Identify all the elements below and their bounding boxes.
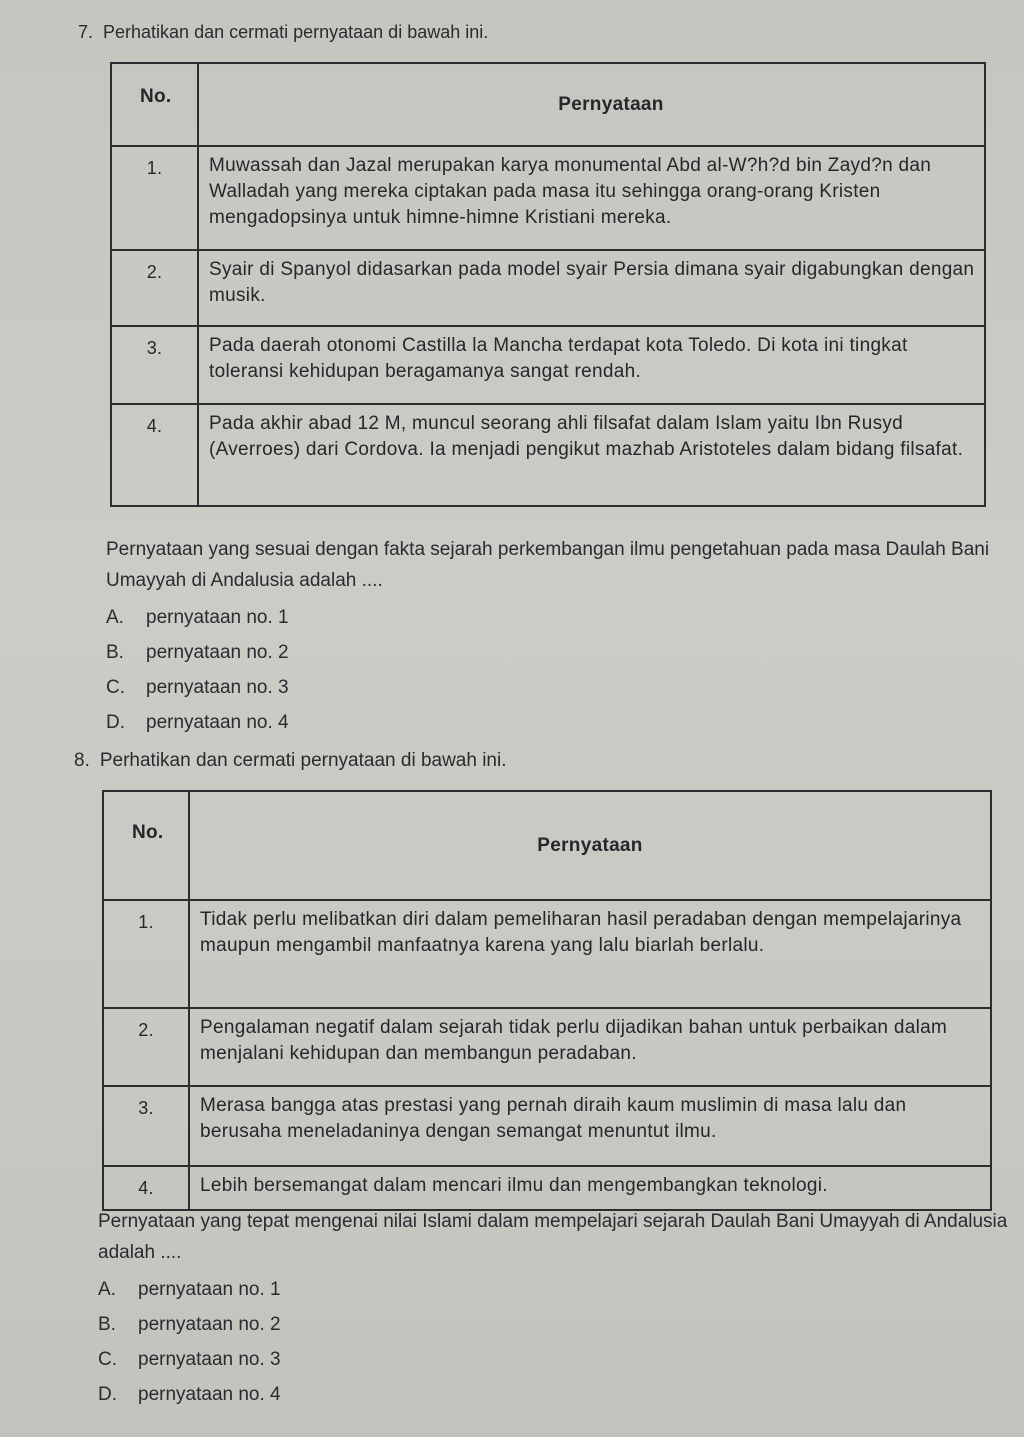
- table-row: [103, 900, 991, 1008]
- option-letter: D.: [106, 711, 125, 733]
- row-statement: Pengalaman negatif dalam sejarah tidak perlu dijadikan bahan untuk perbaikan dalam menjalani kehidupan dan membangun peradaban.: [189, 1008, 991, 1086]
- row-number: 2.: [103, 1008, 189, 1086]
- row-number: 3.: [111, 326, 198, 404]
- question-7-instruction: Perhatikan dan cermati pernyataan di bawah ini.: [103, 22, 489, 42]
- option-b[interactable]: [106, 635, 289, 670]
- option-a[interactable]: [98, 1272, 281, 1307]
- question-8-instruction: Perhatikan dan cermati pernyataan di bawah ini.: [99, 750, 507, 771]
- row-number: 1.: [103, 900, 189, 1008]
- question-8-number: 8.: [74, 750, 90, 771]
- question-7-number: 7.: [78, 22, 94, 42]
- table-row: [111, 404, 985, 506]
- table-row: [103, 1086, 991, 1166]
- row-statement: Muwassah dan Jazal merupakan karya monumental Abd al-W?h?d bin Zayd?n dan Walladah yang mereka ciptakan pada masa itu sehingga orang-orang Kristen mengadopsinya untuk himne-himne Kristiani mereka.: [198, 146, 985, 250]
- question-8-options: [98, 1272, 281, 1412]
- option-text: pernyataan no. 2: [138, 1313, 281, 1335]
- option-c[interactable]: [98, 1342, 281, 1377]
- row-statement: Tidak perlu melibatkan diri dalam pemeliharan hasil peradaban dengan mempelajarinya maupun mengambil manfaatnya karena yang lalu biarlah berlalu.: [189, 900, 991, 1008]
- option-letter: A.: [106, 606, 124, 628]
- option-text: pernyataan no. 2: [146, 641, 289, 663]
- option-b[interactable]: [98, 1307, 281, 1342]
- option-letter: C.: [98, 1348, 117, 1370]
- question-8-title: [74, 750, 507, 772]
- row-statement: Pada akhir abad 12 M, muncul seorang ahli filsafat dalam Islam yaitu Ibn Rusyd (Averroes) dari Cordova. Ia menjadi pengikut mazhab Aristoteles dalam bidang filsafat.: [198, 404, 985, 506]
- table-row: [111, 146, 985, 250]
- question-7-prompt: Pernyataan yang sesuai dengan fakta sejarah perkembangan ilmu pengetahuan pada masa Daulah Bani Umayyah di Andalusia adalah ....: [106, 539, 990, 591]
- option-text: pernyataan no. 1: [138, 1278, 281, 1300]
- row-number: 4.: [111, 404, 198, 506]
- row-number: 3.: [103, 1086, 189, 1166]
- table-row: [111, 326, 985, 404]
- row-number: 1.: [111, 146, 198, 250]
- question-8-statement-table: [102, 790, 992, 1211]
- table-row: [111, 250, 985, 326]
- option-letter: B.: [98, 1313, 116, 1335]
- header-statement: Pernyataan: [189, 791, 991, 900]
- option-text: pernyataan no. 1: [146, 606, 289, 628]
- header-no: No.: [103, 791, 189, 900]
- option-text: pernyataan no. 3: [138, 1348, 281, 1370]
- row-statement: Pada daerah otonomi Castilla la Mancha terdapat kota Toledo. Di kota ini tingkat toleransi kehidupan beragamanya sangat rendah.: [198, 326, 985, 404]
- table-row: [103, 1166, 991, 1210]
- question-8-prompt: Pernyataan yang tepat mengenai nilai Islami dalam mempelajari sejarah Daulah Bani Umayyah di Andalusia adalah ....: [98, 1211, 1008, 1263]
- row-statement: Syair di Spanyol didasarkan pada model syair Persia dimana syair digabungkan dengan musik.: [198, 250, 985, 326]
- header-statement: Pernyataan: [198, 63, 985, 146]
- option-d[interactable]: [98, 1377, 281, 1412]
- option-text: pernyataan no. 4: [146, 711, 289, 733]
- option-c[interactable]: [106, 670, 289, 705]
- header-no: No.: [111, 63, 198, 146]
- table-header-row: [103, 791, 991, 900]
- row-number: 4.: [103, 1166, 189, 1210]
- table-header-row: [111, 63, 985, 146]
- option-letter: C.: [106, 676, 125, 698]
- row-statement: Merasa bangga atas prestasi yang pernah diraih kaum muslimin di masa lalu dan berusaha meneladaninya dengan semangat menuntut ilmu.: [189, 1086, 991, 1166]
- option-letter: A.: [98, 1278, 116, 1300]
- question-7-statement-table: [110, 62, 986, 507]
- question-7-title: [78, 22, 488, 43]
- option-text: pernyataan no. 3: [146, 676, 289, 698]
- row-number: 2.: [111, 250, 198, 326]
- option-d[interactable]: [106, 705, 289, 740]
- row-statement: Lebih bersemangat dalam mencari ilmu dan mengembangkan teknologi.: [189, 1166, 991, 1210]
- option-letter: B.: [106, 641, 124, 663]
- option-letter: D.: [98, 1383, 117, 1405]
- table-row: [103, 1008, 991, 1086]
- option-text: pernyataan no. 4: [138, 1383, 281, 1405]
- option-a[interactable]: [106, 600, 289, 635]
- question-7-options: [106, 600, 289, 740]
